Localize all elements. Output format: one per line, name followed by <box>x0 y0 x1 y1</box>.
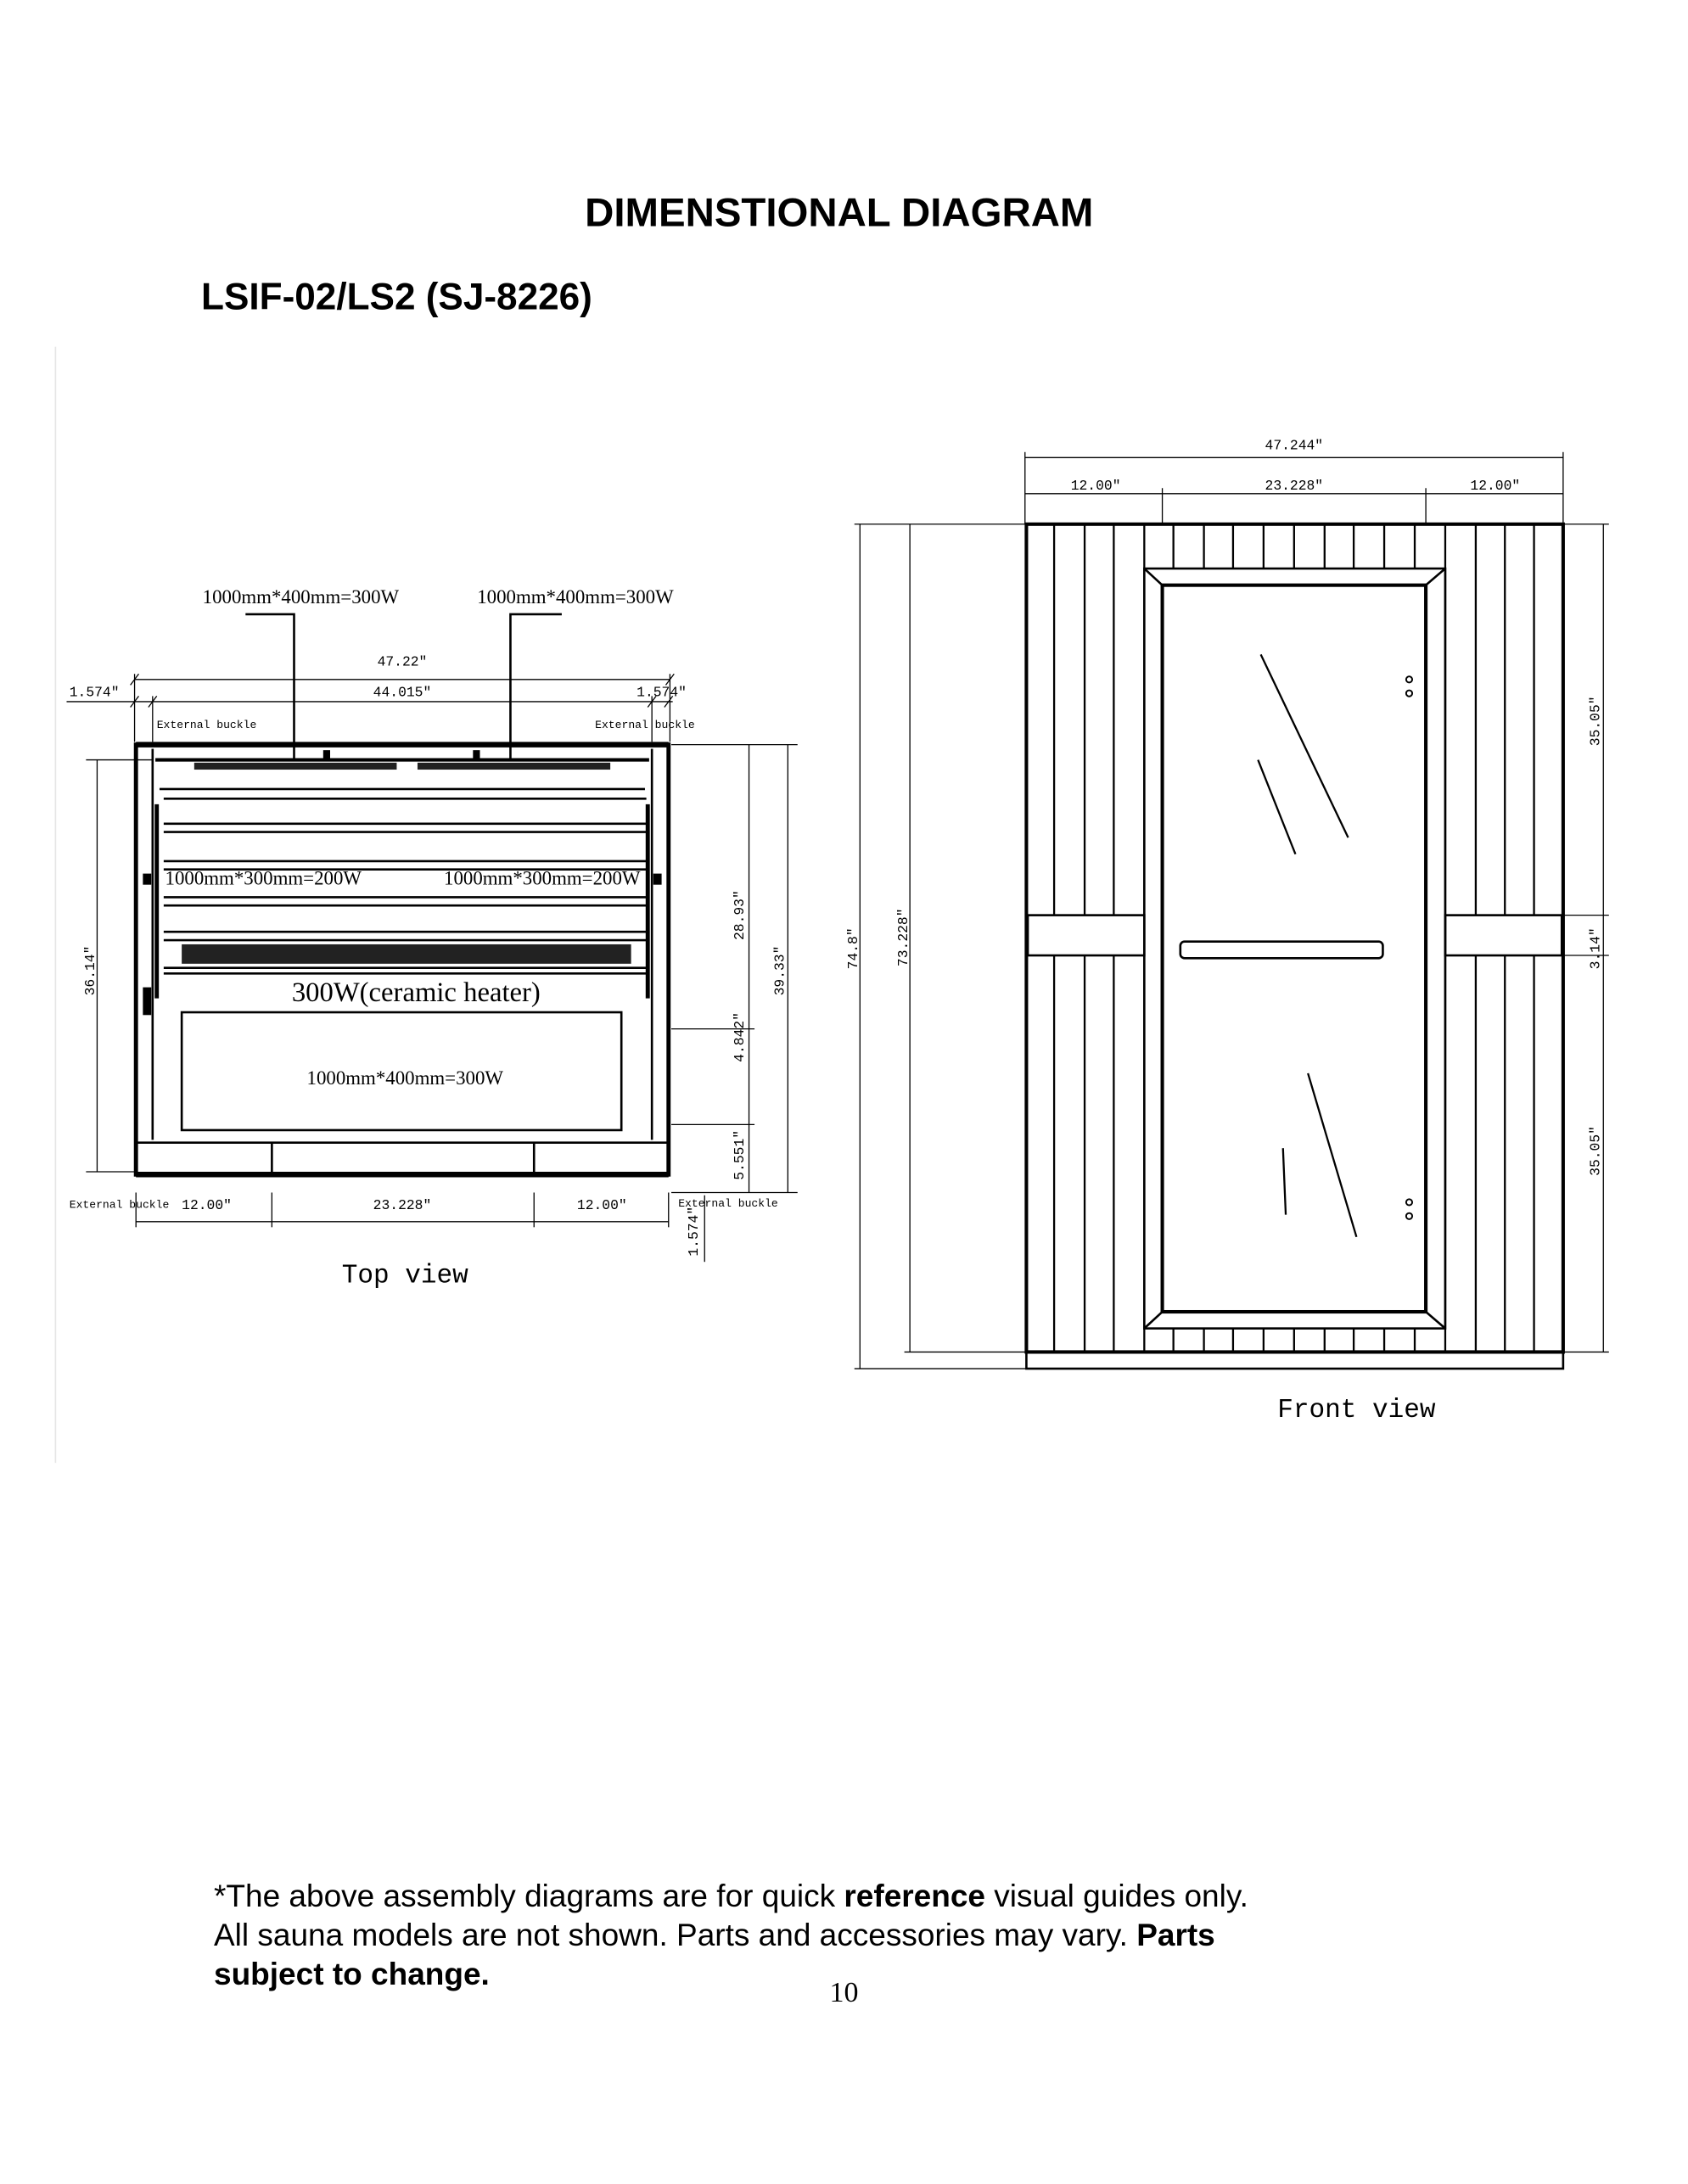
dim-depth-left: 36.14″ <box>82 945 99 996</box>
dim-depth-total: 39.33″ <box>771 945 788 996</box>
dim-total-width: 47.22″ <box>377 653 428 670</box>
dim-front-wall: 1.574″ <box>686 1206 703 1257</box>
note-text-bold: reference <box>844 1879 986 1913</box>
heater-panel-top-left <box>194 763 397 770</box>
dim-lower: 35.05″ <box>1587 1126 1604 1176</box>
bevel <box>1426 1312 1445 1329</box>
bevel <box>1144 1312 1162 1329</box>
note-text: *The above assembly diagrams are for quick <box>214 1879 844 1913</box>
heater-connector <box>323 750 330 759</box>
front-view <box>845 438 1609 1426</box>
band-left <box>1028 916 1144 955</box>
base-plinth <box>1026 1352 1562 1369</box>
dim-total-height: 74.8″ <box>845 927 862 970</box>
sauna-outline-front <box>1026 524 1562 1352</box>
hinge <box>653 874 662 885</box>
door-glass <box>1163 585 1427 1312</box>
dim-bottom-mid: 23.228″ <box>373 1197 432 1214</box>
leader-top-right <box>510 614 561 760</box>
buckle-label-top-right: External buckle <box>595 719 695 731</box>
slats-right <box>1445 524 1534 1352</box>
dim-front-right: 12.00″ <box>1470 477 1521 494</box>
buckle-label-bottom-left: External buckle <box>69 1198 170 1212</box>
slats-left <box>1054 524 1144 1352</box>
dim-bottom-left: 12.00″ <box>182 1197 232 1214</box>
door-frame-outer <box>1144 568 1445 1329</box>
heater-label-top-left: 1000mm*400mm=300W <box>202 585 400 608</box>
dim-front-left: 12.00″ <box>1070 477 1121 494</box>
band-right <box>1445 916 1562 955</box>
glass-reflection <box>1258 654 1356 1236</box>
dim-front-mid: 23.228″ <box>1265 477 1324 494</box>
model-title: LSIF-02/LS2 (SJ-8226) <box>201 276 592 318</box>
note-text-bold: subject to change. <box>214 1957 490 1991</box>
page-number: 10 <box>829 1977 859 2008</box>
dim-inner-width: 44.015″ <box>373 684 432 701</box>
front-view-caption: Front view <box>1277 1396 1436 1426</box>
dim-front-total-width: 47.244″ <box>1265 437 1324 454</box>
heater-panel-mid <box>182 944 631 964</box>
bevel <box>1144 568 1162 585</box>
heater-label-mid-right: 1000mm*300mm=200W <box>444 867 641 889</box>
heater-label-bottom: 1000mm*400mm=300W <box>306 1067 503 1089</box>
dim-band: 3.14″ <box>1587 927 1604 970</box>
hinge <box>143 874 151 885</box>
dim-right-wall: 1.574″ <box>637 684 687 701</box>
bevel <box>1426 568 1445 585</box>
heater-connector <box>473 750 479 759</box>
dim-depth-b: 4.842″ <box>732 1012 749 1062</box>
hinge-icon <box>1406 676 1412 1219</box>
heater-panel-top-right <box>418 763 610 770</box>
note-text-bold: Parts <box>1136 1918 1215 1952</box>
dim-upper: 35.05″ <box>1587 696 1604 747</box>
page-title: DIMENSTIONAL DIAGRAM <box>585 190 1094 236</box>
dim-depth-a: 28.93″ <box>732 890 749 941</box>
buckle-label-bottom-right: External buckle <box>678 1196 778 1210</box>
note-text: All sauna models are not shown. Parts and accessories may vary. <box>214 1918 1137 1952</box>
slats-top <box>1174 524 1415 568</box>
top-view-caption: Top view <box>341 1261 468 1291</box>
dim-bottom-right: 12.00″ <box>576 1197 627 1214</box>
dim-body-height: 73.228″ <box>894 908 911 967</box>
heater-label-mid-left: 1000mm*300mm=200W <box>165 867 362 889</box>
heater-label-top-right: 1000mm*400mm=300W <box>477 585 674 608</box>
top-view <box>66 586 797 1291</box>
leader-top-left <box>245 614 294 760</box>
ceramic-heater-label: 300W(ceramic heater) <box>291 977 541 1008</box>
slats-bottom <box>1174 1329 1415 1352</box>
note-text: visual guides only. <box>985 1879 1248 1913</box>
buckle-label-top-left: External buckle <box>156 719 257 731</box>
hinge <box>143 988 151 1016</box>
door-handle <box>1180 942 1383 959</box>
dim-depth-c: 5.551″ <box>732 1129 749 1180</box>
dim-left-wall: 1.574″ <box>69 684 120 701</box>
